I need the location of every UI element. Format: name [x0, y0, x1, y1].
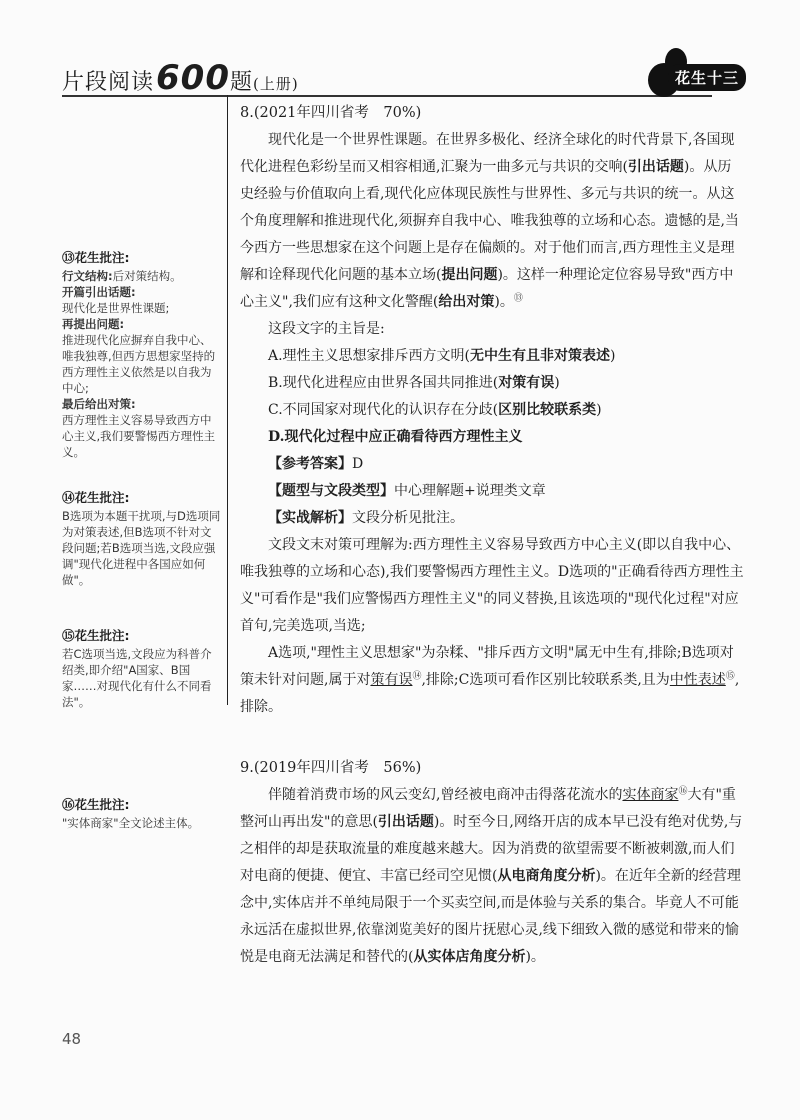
question-heading: 9.(2019年四川省考 56%)	[240, 760, 422, 776]
note-13	[62, 250, 222, 460]
page-header	[62, 38, 752, 98]
note-text: 若C选项当选,文段应为科普介绍类,即介绍"A国家、B国家……对现代化有什么不同看法"。	[62, 647, 212, 709]
note-text: "实体商家"全文论述主体。	[62, 816, 200, 830]
answer-line: 【参考答案】D	[268, 456, 364, 472]
note-text: 西方理性主义容易导致西方中心主义,我们要警惕西方理性主义。	[62, 413, 216, 459]
note-text: B选项为本题干扰项,与D选项同为对策表述,但B选项不针对文段问题;若B选项当选,文段应强调"现代化进程中各国应如何做"。	[62, 509, 221, 587]
title-suffix: 题	[230, 70, 254, 95]
header-rule	[62, 95, 712, 97]
note-14	[62, 490, 222, 588]
note-title: ⑬花生批注:	[62, 250, 130, 265]
note-title: ⑭花生批注:	[62, 490, 130, 505]
question-9	[240, 755, 745, 971]
question-stem: 这段文字的主旨是:	[268, 321, 385, 337]
brand-text: 花生十三	[668, 64, 746, 91]
volume-label: (上册)	[253, 75, 299, 93]
question-heading: 8.(2021年四川省考 70%)	[240, 105, 422, 121]
option-a: A.理性主义思想家排斥西方文明(无中生有且非对策表述)	[268, 348, 616, 364]
brand-logo	[642, 40, 752, 100]
book-title	[62, 58, 299, 98]
option-d: D.现代化过程中应正确看待西方理性主义	[268, 429, 523, 445]
note-label: 再提出问题:	[62, 317, 125, 331]
passage: 伴随着消费市场的风云变幻,曾经被电商冲击得落花流水的实体商家⑯大有"重整河山再出发"的意思(引出话题)。时至今日,网络开店的成本早已没有绝对优势,与之相伴的却是获取流量的难度越来越大。因为消费的欲望需要不断被刺激,而人们对电商的便捷、便宜、丰富已经司空见惯(从电商角度分析)。在近年全新的经营理念中,实体店并不单纯局限于一个买卖空间,而是体验与关系的集合。毕竟人不可能永远活在虚拟世界,依靠浏览美好的图片抚慰心灵,线下细致入微的感觉和带来的愉悦是电商无法满足和替代的(从实体店角度分析)。	[240, 786, 743, 965]
title-prefix: 片段阅读	[62, 70, 155, 95]
note-text: 现代化是世界性课题;	[62, 301, 170, 315]
analysis-line: 【实战解析】文段分析见批注。	[268, 510, 464, 526]
note-label: 开篇引出话题:	[62, 285, 136, 299]
analysis-paragraph: A选项,"理性主义思想家"为杂糅、"排斥西方文明"属无中生有,排除;B选项对策未针对问题,属于对策有误⑭,排除;C选项可看作区别比较联系类,且为中性表述⑮,排除。	[240, 645, 740, 715]
analysis-paragraph: 文段文末对策可理解为:西方理性主义容易导致西方中心主义(即以自我中心、唯我独尊的立场和心态),我们要警惕西方理性主义。D选项的"正确看待西方理性主义"可看作是"我们应警惕西方理性主义"的同义替换,且该选项的"现代化过程"对应首句,完美选项,当选;	[240, 537, 744, 634]
note-line	[62, 316, 222, 396]
note-line	[62, 268, 222, 284]
note-text: 后对策结构。	[112, 269, 182, 283]
note-text: 推进现代化应摒弃自我中心、唯我独尊,但西方思想家坚持的西方理性主义依然是以自我为中心;	[62, 333, 216, 395]
title-number: 600	[156, 58, 230, 98]
note-16	[62, 797, 222, 831]
option-b: B.现代化进程应由世界各国共同推进(对策有误)	[268, 375, 560, 391]
note-title: ⑯花生批注:	[62, 797, 130, 812]
note-15	[62, 628, 222, 710]
note-line	[62, 284, 222, 316]
footnote-mark: ⑬	[513, 293, 523, 304]
note-title: ⑮花生批注:	[62, 628, 130, 643]
question-8	[240, 100, 745, 721]
option-c: C.不同国家对现代化的认识存在分歧(区别比较联系类)	[268, 402, 602, 418]
column-divider	[227, 95, 228, 705]
page-number: 48	[62, 1030, 82, 1048]
type-line: 【题型与文段类型】中心理解题+说理类文章	[268, 483, 546, 499]
note-line	[62, 396, 222, 460]
note-label: 最后给出对策:	[62, 397, 136, 411]
passage: 现代化是一个世界性课题。在世界多极化、经济全球化的时代背景下,各国现代化进程色彩纷呈而又相容相通,汇聚为一曲多元与共识的交响(引出话题)。从历史经验与价值取向上看,现代化应体现民族性与世界性、多元与共识的统一。从这个角度理解和推进现代化,须摒弃自我中心、唯我独尊的立场和心态。遗憾的是,当今西方一些思想家在这个问题上是存在偏颇的。对于他们而言,西方理性主义是理解和诠释现代化问题的基本立场(提出问题)。这样一种理论定位容易导致"西方中心主义",我们应有这种文化警醒(给出对策)。⑬	[240, 132, 739, 310]
note-label: 行文结构:	[62, 269, 113, 283]
